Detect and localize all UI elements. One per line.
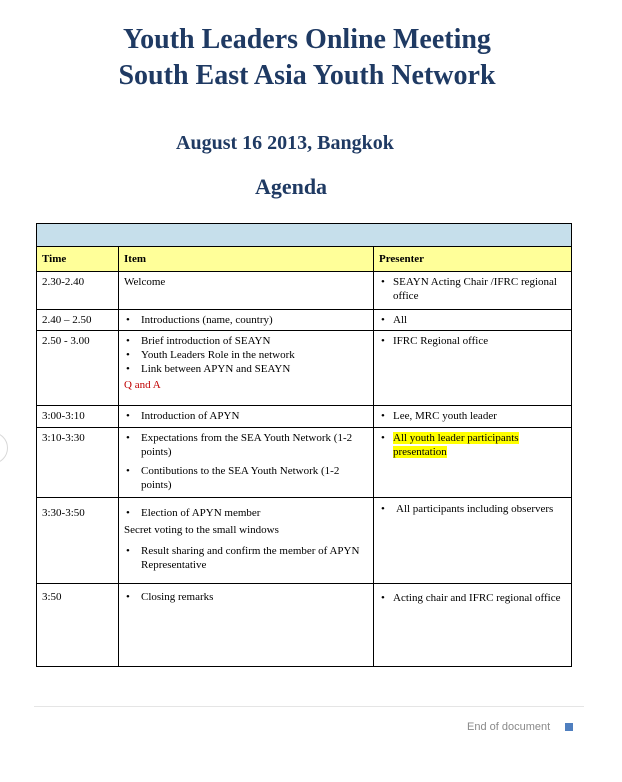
row-presenter: [374, 406, 571, 427]
row-time: 3:30-3:50: [37, 498, 119, 583]
agenda-heading: Agenda: [254, 174, 328, 199]
table-row: [37, 331, 571, 406]
table-row: [37, 428, 571, 498]
presenter-item: • SEAYN Acting Chair /IFRC regional office: [379, 275, 566, 303]
document-title-line2: South East Asia Youth Network: [118, 60, 496, 91]
row-item: [119, 428, 374, 497]
item-plain-text: Secret voting to the small windows: [124, 524, 279, 536]
table-row: [37, 272, 571, 310]
list-item: • Brief introduction of SEAYN: [124, 334, 368, 348]
list-item: • Election of APYN member: [124, 506, 368, 520]
table-row: [37, 498, 571, 584]
list-item: • Introduction of APYN: [124, 409, 368, 423]
presenter-item: • IFRC Regional office: [379, 334, 566, 348]
list-item: • Closing remarks: [124, 590, 368, 604]
row-item: Welcome: [119, 272, 374, 309]
row-presenter: [374, 498, 571, 583]
list-item: • Contibutions to the SEA Youth Network (1-2 points): [124, 464, 368, 492]
table-header-row: [37, 247, 571, 272]
row-time: 2.50 - 3.00: [37, 331, 119, 405]
row-time: 3:10-3:30: [37, 428, 119, 497]
q-and-a-note: Q and A: [124, 379, 161, 391]
presenter-item: • Lee, MRC youth leader: [379, 409, 566, 423]
row-presenter: [374, 428, 571, 497]
document-title-line1: Youth Leaders Online Meeting: [123, 24, 491, 55]
highlighted-presenter: All youth leader participants presentation: [393, 432, 519, 458]
presenter-item: • All: [379, 313, 566, 327]
presenter-item: • Acting chair and IFRC regional office: [379, 591, 566, 605]
row-time: 2.40 – 2.50: [37, 310, 119, 330]
table-row: [37, 584, 571, 666]
row-item: [119, 584, 374, 666]
presenter-item: • All participants including observers: [379, 502, 566, 516]
list-item: • Introductions (name, country): [124, 313, 368, 327]
row-presenter: [374, 272, 571, 309]
row-time: 2.30-2.40: [37, 272, 119, 309]
row-presenter: [374, 584, 571, 666]
row-time: 3:50: [37, 584, 119, 666]
row-item: [119, 331, 374, 405]
table-row: [37, 406, 571, 428]
header-item: Item: [119, 247, 374, 271]
agenda-table: [36, 223, 572, 667]
presenter-item: [379, 431, 566, 459]
header-time: Time: [37, 247, 119, 271]
row-item: [119, 406, 374, 427]
footer-divider: [34, 706, 584, 707]
list-item: • Youth Leaders Role in the network: [124, 348, 368, 362]
row-time: 3:00-3:10: [37, 406, 119, 427]
list-item: • Result sharing and confirm the member of APYN Representative: [124, 544, 368, 572]
side-scroll-handle[interactable]: [0, 432, 8, 464]
list-item: • Link between APYN and SEAYN: [124, 362, 368, 376]
header-presenter: Presenter: [379, 253, 424, 265]
end-of-document-square-icon: [565, 723, 573, 731]
table-title-band: [37, 224, 571, 247]
row-item: [119, 310, 374, 330]
end-of-document-label: End of document: [467, 721, 551, 733]
table-row: [37, 310, 571, 331]
row-presenter: [374, 331, 571, 405]
list-item: • Expectations from the SEA Youth Network (1-2 points): [124, 431, 368, 459]
row-item: [119, 498, 374, 583]
meeting-date-location: August 16 2013, Bangkok: [176, 132, 394, 154]
row-presenter: [374, 310, 571, 330]
